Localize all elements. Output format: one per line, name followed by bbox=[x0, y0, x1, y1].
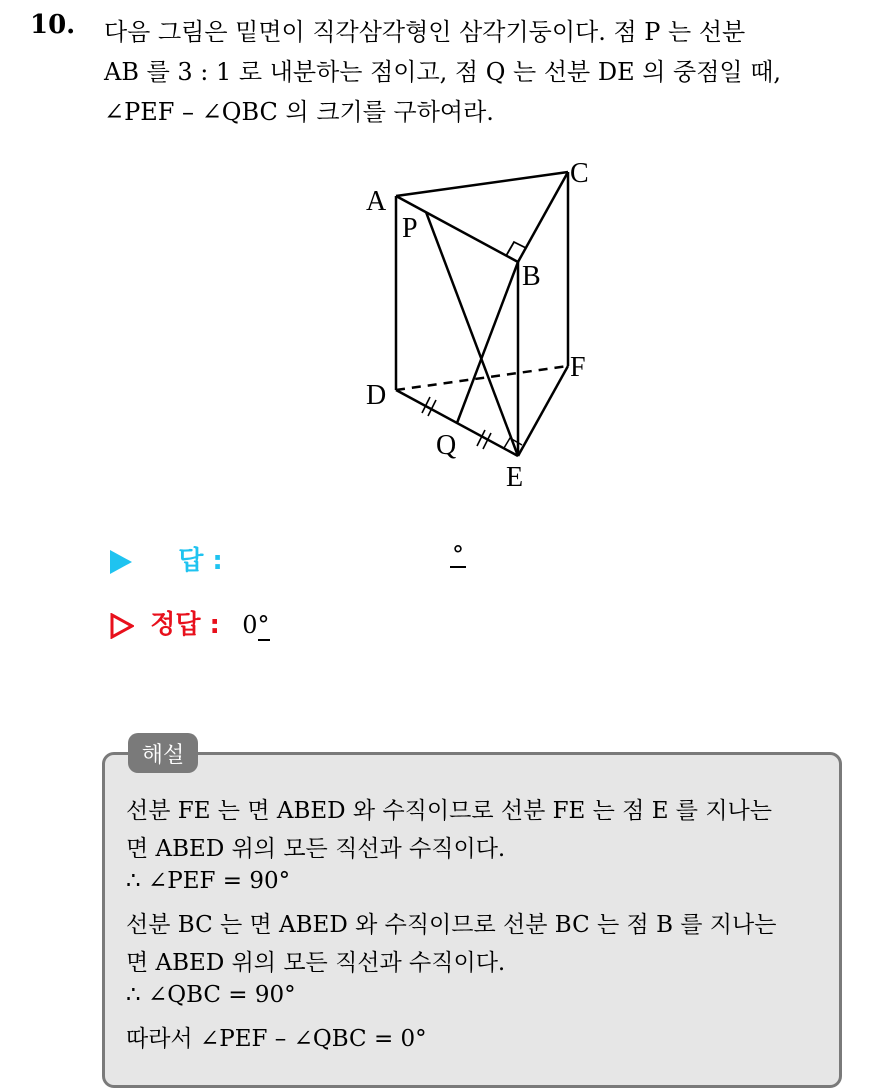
label-a: A bbox=[366, 186, 387, 217]
label-p: P bbox=[402, 213, 418, 244]
question-number: 10. bbox=[30, 10, 76, 40]
play-outline-icon bbox=[110, 613, 134, 639]
correct-value-unit: ° bbox=[257, 611, 270, 639]
label-b: B bbox=[522, 261, 541, 292]
correct-answer-value bbox=[242, 611, 269, 639]
edge-ef bbox=[518, 366, 568, 456]
solution-line-4: 선분 BC 는 면 ABED 와 수직이므로 선분 BC 는 점 B 를 지나는 bbox=[126, 912, 777, 938]
play-icon bbox=[110, 550, 132, 574]
label-q: Q bbox=[436, 430, 457, 461]
segment-qb bbox=[457, 262, 518, 423]
solution-tag: 해설 bbox=[128, 733, 198, 773]
edge-ac bbox=[396, 172, 568, 196]
question-text-line-3: ∠PEF – ∠QBC 의 크기를 구하여라. bbox=[104, 98, 494, 126]
label-e: E bbox=[506, 462, 524, 493]
segment-pe bbox=[426, 212, 518, 456]
correct-answer-row bbox=[110, 604, 270, 641]
answer-input[interactable]: ° bbox=[452, 541, 464, 569]
edge-df-hidden bbox=[396, 366, 568, 390]
correct-value-number: 0 bbox=[242, 611, 258, 639]
question-text-line-1: 다음 그림은 밑면이 직각삼각형인 삼각기둥이다. 점 P 는 선분 bbox=[104, 18, 746, 46]
question-text-line-2: AB 를 3 : 1 로 내분하는 점이고, 점 Q 는 선분 DE 의 중점일 때, bbox=[104, 58, 782, 86]
solution-line-1: 선분 FE 는 면 ABED 와 수직이므로 선분 FE 는 점 E 를 지나는 bbox=[126, 798, 772, 824]
answer-label: 답 : bbox=[178, 546, 223, 576]
solution-line-5: 면 ABED 위의 모든 직선과 수직이다. bbox=[126, 950, 506, 976]
triangular-prism-figure bbox=[300, 150, 620, 510]
label-f: F bbox=[570, 352, 586, 383]
label-d: D bbox=[366, 380, 387, 411]
label-c: C bbox=[570, 158, 589, 189]
answer-row bbox=[110, 540, 223, 577]
solution-line-6: ∴ ∠QBC = 90° bbox=[126, 982, 296, 1008]
solution-line-3: ∴ ∠PEF = 90° bbox=[126, 868, 291, 894]
solution-line-2: 면 ABED 위의 모든 직선과 수직이다. bbox=[126, 836, 506, 862]
correct-answer-label: 정답 : bbox=[150, 610, 220, 640]
solution-line-7: 따라서 ∠PEF – ∠QBC = 0° bbox=[126, 1026, 427, 1052]
